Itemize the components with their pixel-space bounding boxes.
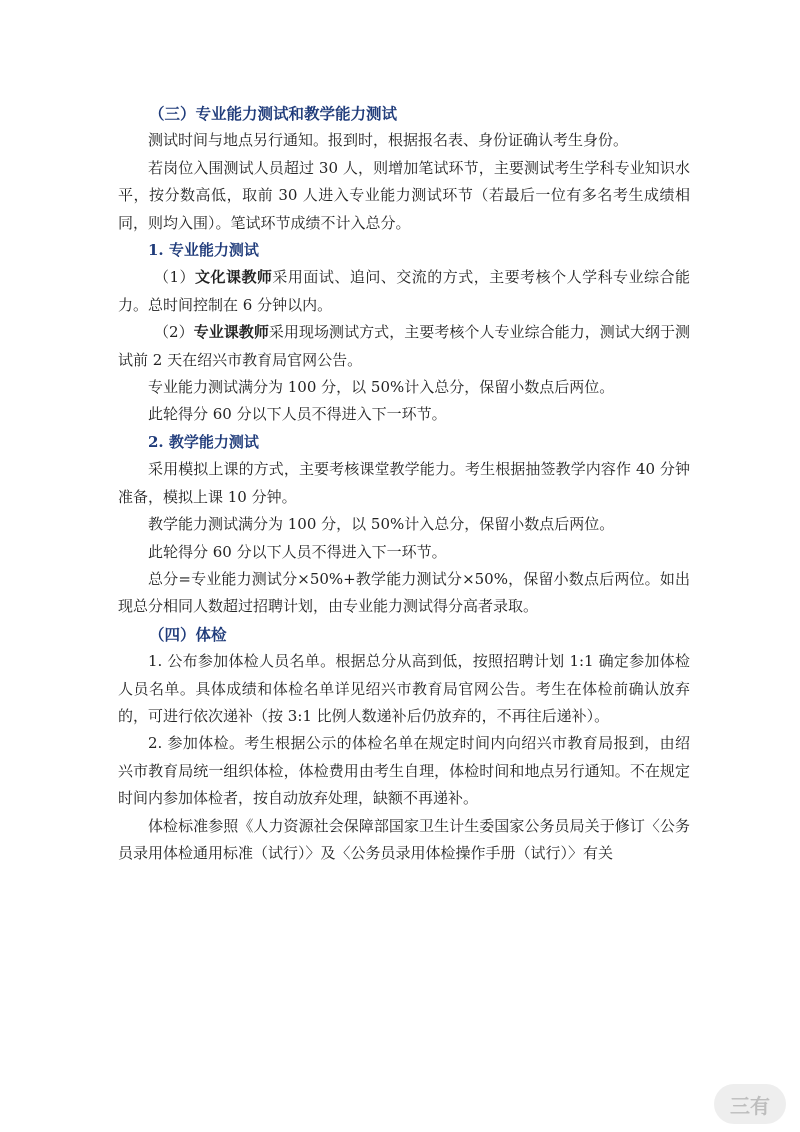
paragraph: 体检标准参照《人力资源社会保障部国家卫生计生委国家公务员局关于修订〈公务员录用体检通用标准（试行）〉及〈公务员录用体检操作手册（试行）〉有关 [118,816,690,862]
section-heading-4: （四）体检 [149,624,227,644]
section-heading-3: （三）专业能力测试和教学能力测试 [149,104,398,123]
bold-term: 文化课教师 [195,268,273,287]
paragraph-item-2 [118,319,690,374]
item-prefix: （1） [154,268,195,287]
paragraph-item-1 [118,264,690,319]
paragraph: 总分=专业能力测试分×50%+教学能力测试分×50%，保留小数点后两位。如出现总分相同人数超过招聘计划，由专业能力测试得分高者录取。 [118,569,690,616]
paragraph: 1. 公布参加体检人员名单。根据总分从高到低，按照招聘计划 1:1 确定参加体检人员名单。具体成绩和体检名单详见绍兴市教育局官网公告。考生在体检前确认放弃的，可进行依次递补（按 3:1 比例人数递补后仍放弃的，不再往后递补）。 [118,652,690,725]
paragraph: 若岗位入围测试人员超过 30 人，则增加笔试环节，主要测试考生学科专业知识水平，按分数高低，取前 30 人进入专业能力测试环节（若最后一位有多名考生成绩相同，则均入围）。笔试环节成绩不计入总分。 [118,158,690,232]
paragraph: 此轮得分 60 分以下人员不得进入下一环节。 [148,542,447,561]
subsection-heading-1: 1. 专业能力测试 [148,241,259,260]
bold-term: 专业课教师 [193,323,269,342]
paragraph: 2. 参加体检。考生根据公示的体检名单在规定时间内向绍兴市教育局报到，由绍兴市教育局统一组织体检，体检费用由考生自理，体检时间和地点另行通知。不在规定时间内参加体检者，按自动放弃处理，缺额不再递补。 [118,734,690,808]
paragraph: 教学能力测试满分为 100 分，以 50%计入总分，保留小数点后两位。 [148,515,615,534]
document-page [118,100,690,867]
paragraph: 此轮得分 60 分以下人员不得进入下一环节。 [148,405,447,424]
subsection-heading-2: 2. 教学能力测试 [148,432,259,451]
item-text: 采用面试、追问、交流的方式，主要考核个人学科专业综合能力。总时间控制在 6 分钟以内。 [118,268,690,314]
paragraph: 专业能力测试满分为 100 分，以 50%计入总分，保留小数点后两位。 [148,378,615,397]
watermark-logo: 三有 [714,1084,786,1124]
item-prefix: （2） [154,323,194,342]
paragraph: 采用模拟上课的方式，主要考核课堂教学能力。考生根据抽签教学内容作 40 分钟准备，模拟上课 10 分钟。 [118,460,690,506]
paragraph: 测试时间与地点另行通知。报到时，根据报名表、身份证确认考生身份。 [148,131,629,150]
item-text: 采用现场测试方式，主要考核个人专业综合能力，测试大纲于测试前 2 天在绍兴市教育局官网公告。 [118,323,690,369]
